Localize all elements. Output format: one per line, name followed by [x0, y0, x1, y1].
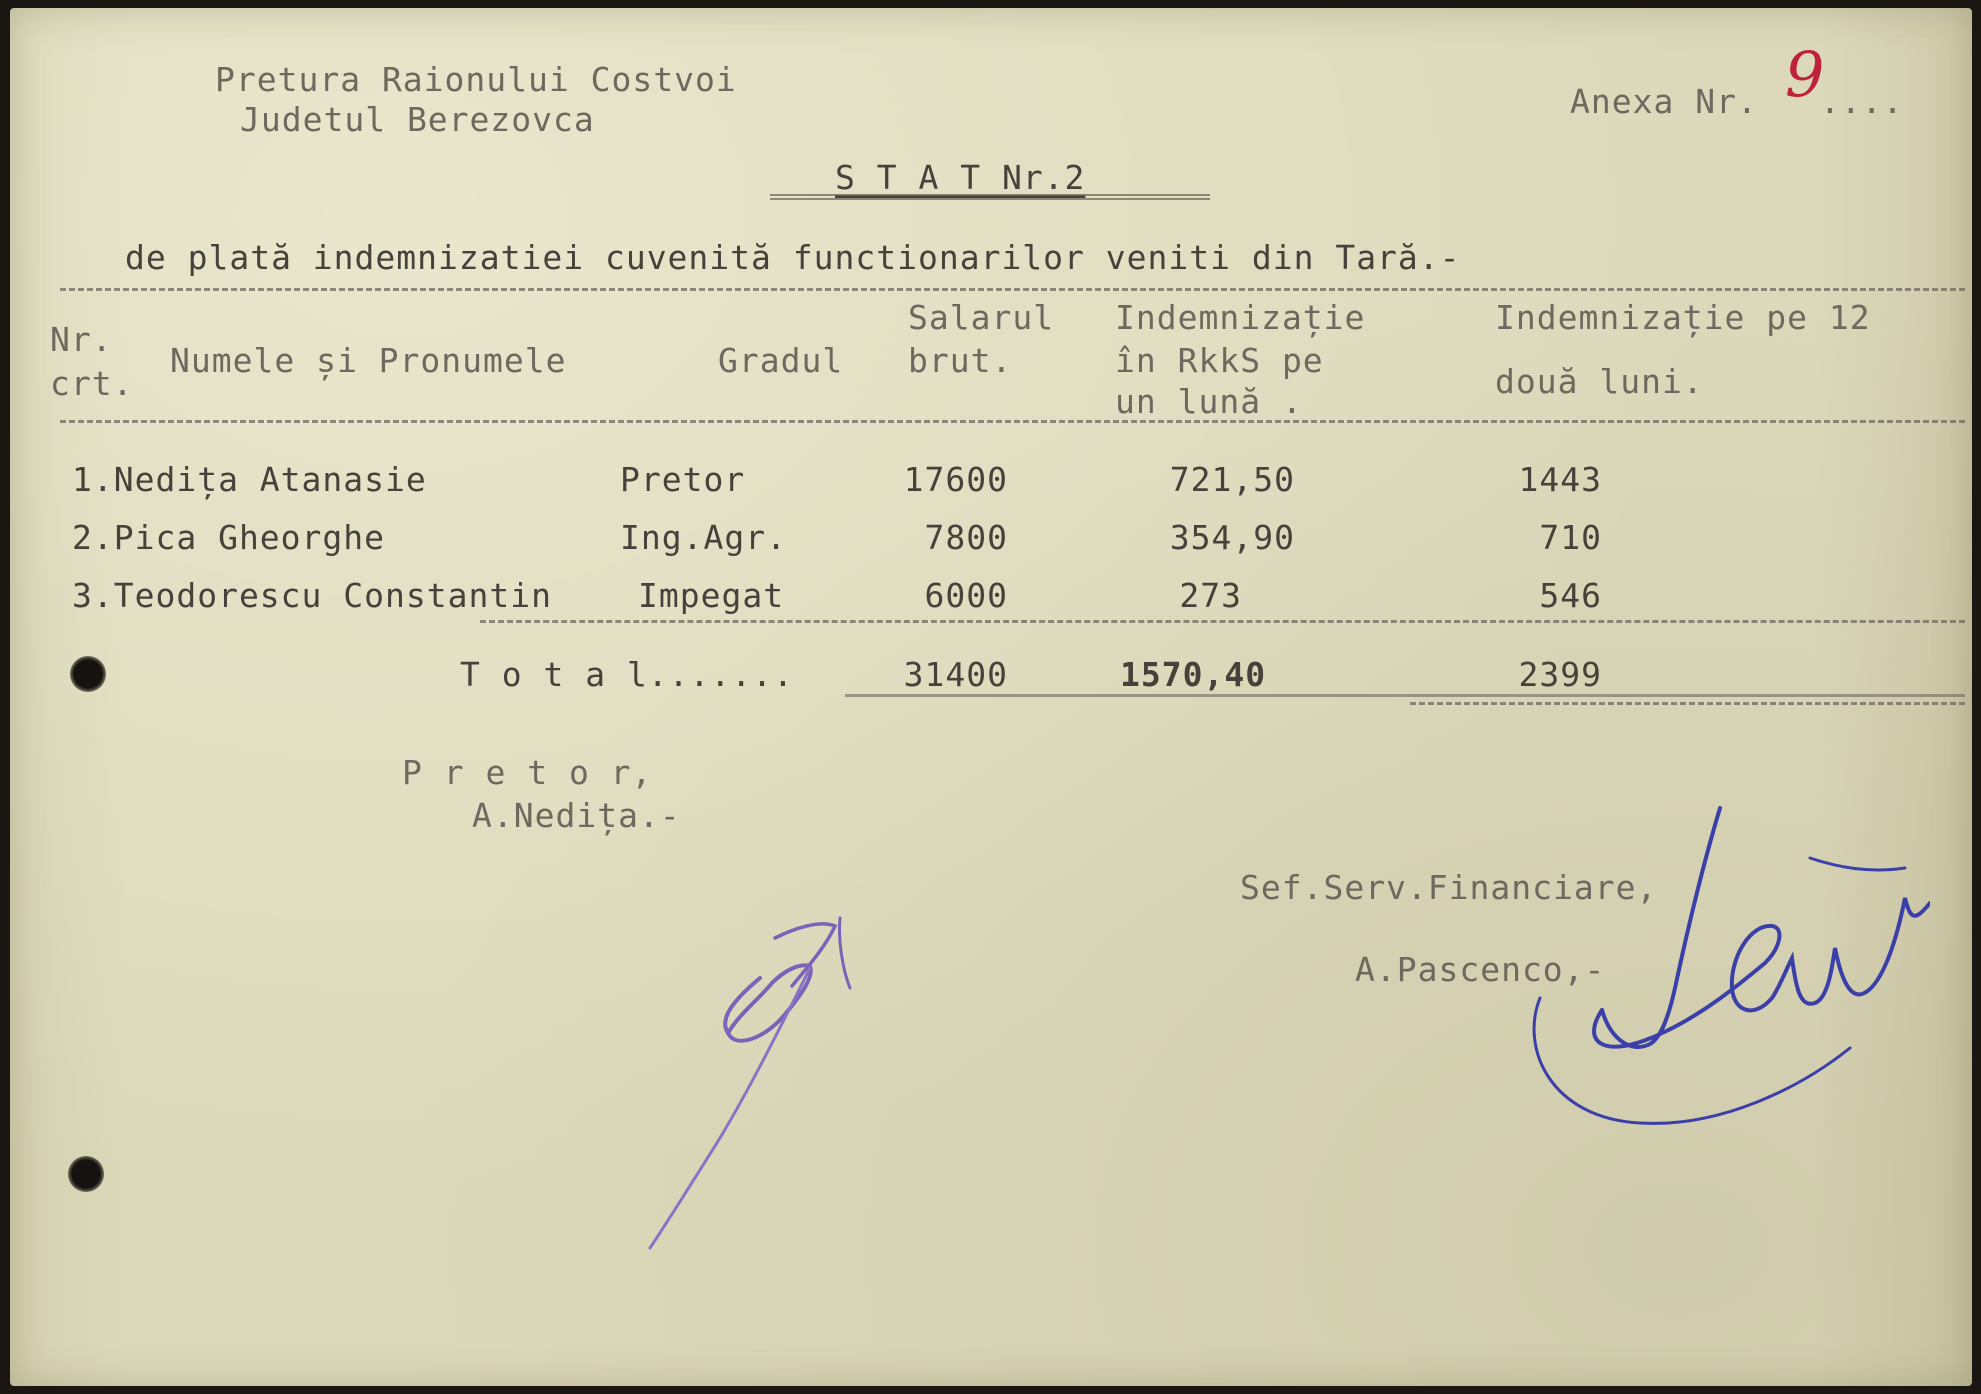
- pretor-name: A.Nedița.-: [472, 796, 681, 835]
- row-1-salary: 17600: [903, 460, 1008, 499]
- total-monthly: 1570,40: [1120, 655, 1267, 694]
- row-3-name: 3.Teodorescu Constantin: [72, 576, 552, 615]
- pretor-title: P r e t o r,: [402, 753, 653, 792]
- header-nr-1: Nr.: [50, 320, 113, 359]
- punch-hole-bottom: [68, 1156, 104, 1192]
- header-name: Numele și Pronumele: [170, 341, 567, 380]
- row-3-twomonth: 546: [1539, 576, 1602, 615]
- row-2-twomonth: 710: [1539, 518, 1602, 557]
- row-3-salary: 6000: [924, 576, 1008, 615]
- office-line-1: Pretura Raionului Costvoi: [215, 60, 737, 99]
- annex-dots: ....: [1820, 82, 1904, 121]
- annex-number: 9: [1785, 38, 1825, 111]
- row-3-monthly: 273: [1179, 576, 1242, 615]
- total-salary: 31400: [903, 655, 1008, 694]
- row-2-monthly: 354,90: [1169, 518, 1295, 557]
- blue-handwritten-signature: [1510, 798, 1930, 1158]
- row-1-twomonth: 1443: [1518, 460, 1602, 499]
- purple-handwritten-initial: [610, 908, 930, 1268]
- total-underline: [845, 694, 1965, 697]
- document-page: [10, 8, 1972, 1386]
- header-monthly-1: Indemnizație: [1115, 298, 1366, 337]
- header-twomonth-1: Indemnizație pe 12: [1495, 298, 1871, 337]
- header-monthly-3: un lună .: [1115, 382, 1303, 421]
- header-grade: Gradul: [718, 341, 844, 380]
- row-2-name: 2.Pica Gheorghe: [72, 518, 386, 557]
- row-1-name: 1.Nedița Atanasie: [72, 460, 427, 499]
- document-title: S T A T Nr.2: [835, 158, 1086, 197]
- row-2-salary: 7800: [924, 518, 1008, 557]
- document-subtitle: de plată indemnizatiei cuvenită functionarilor veniti din Tară.-: [125, 238, 1461, 277]
- row-3-grade: Impegat: [638, 576, 785, 615]
- row-1-monthly: 721,50: [1169, 460, 1295, 499]
- title-underline: [770, 194, 1210, 200]
- header-salary-2: brut.: [908, 341, 1013, 380]
- total-label: T o t a l.......: [460, 655, 794, 694]
- finance-title: Sef.Serv.Financiare,: [1240, 868, 1658, 907]
- total-twomonth: 2399: [1518, 655, 1602, 694]
- office-line-2: Judetul Berezovca: [240, 100, 595, 139]
- total-top-rule: [480, 620, 1965, 623]
- table-header-rule: [60, 420, 1965, 423]
- punch-hole-top: [70, 656, 106, 692]
- row-1-grade: Pretor: [620, 460, 746, 499]
- header-nr-2: crt.: [50, 364, 134, 403]
- header-twomonth-2: două luni.: [1495, 362, 1704, 401]
- table-top-rule: [60, 288, 1965, 291]
- finance-name: A.Pascenco,-: [1355, 950, 1606, 989]
- row-2-grade: Ing.Agr.: [620, 518, 787, 557]
- annex-label: Anexa Nr.: [1570, 82, 1758, 121]
- total-double-rule: [1410, 702, 1965, 705]
- header-monthly-2: în RkkS pe: [1115, 341, 1324, 380]
- header-salary-1: Salarul: [908, 298, 1055, 337]
